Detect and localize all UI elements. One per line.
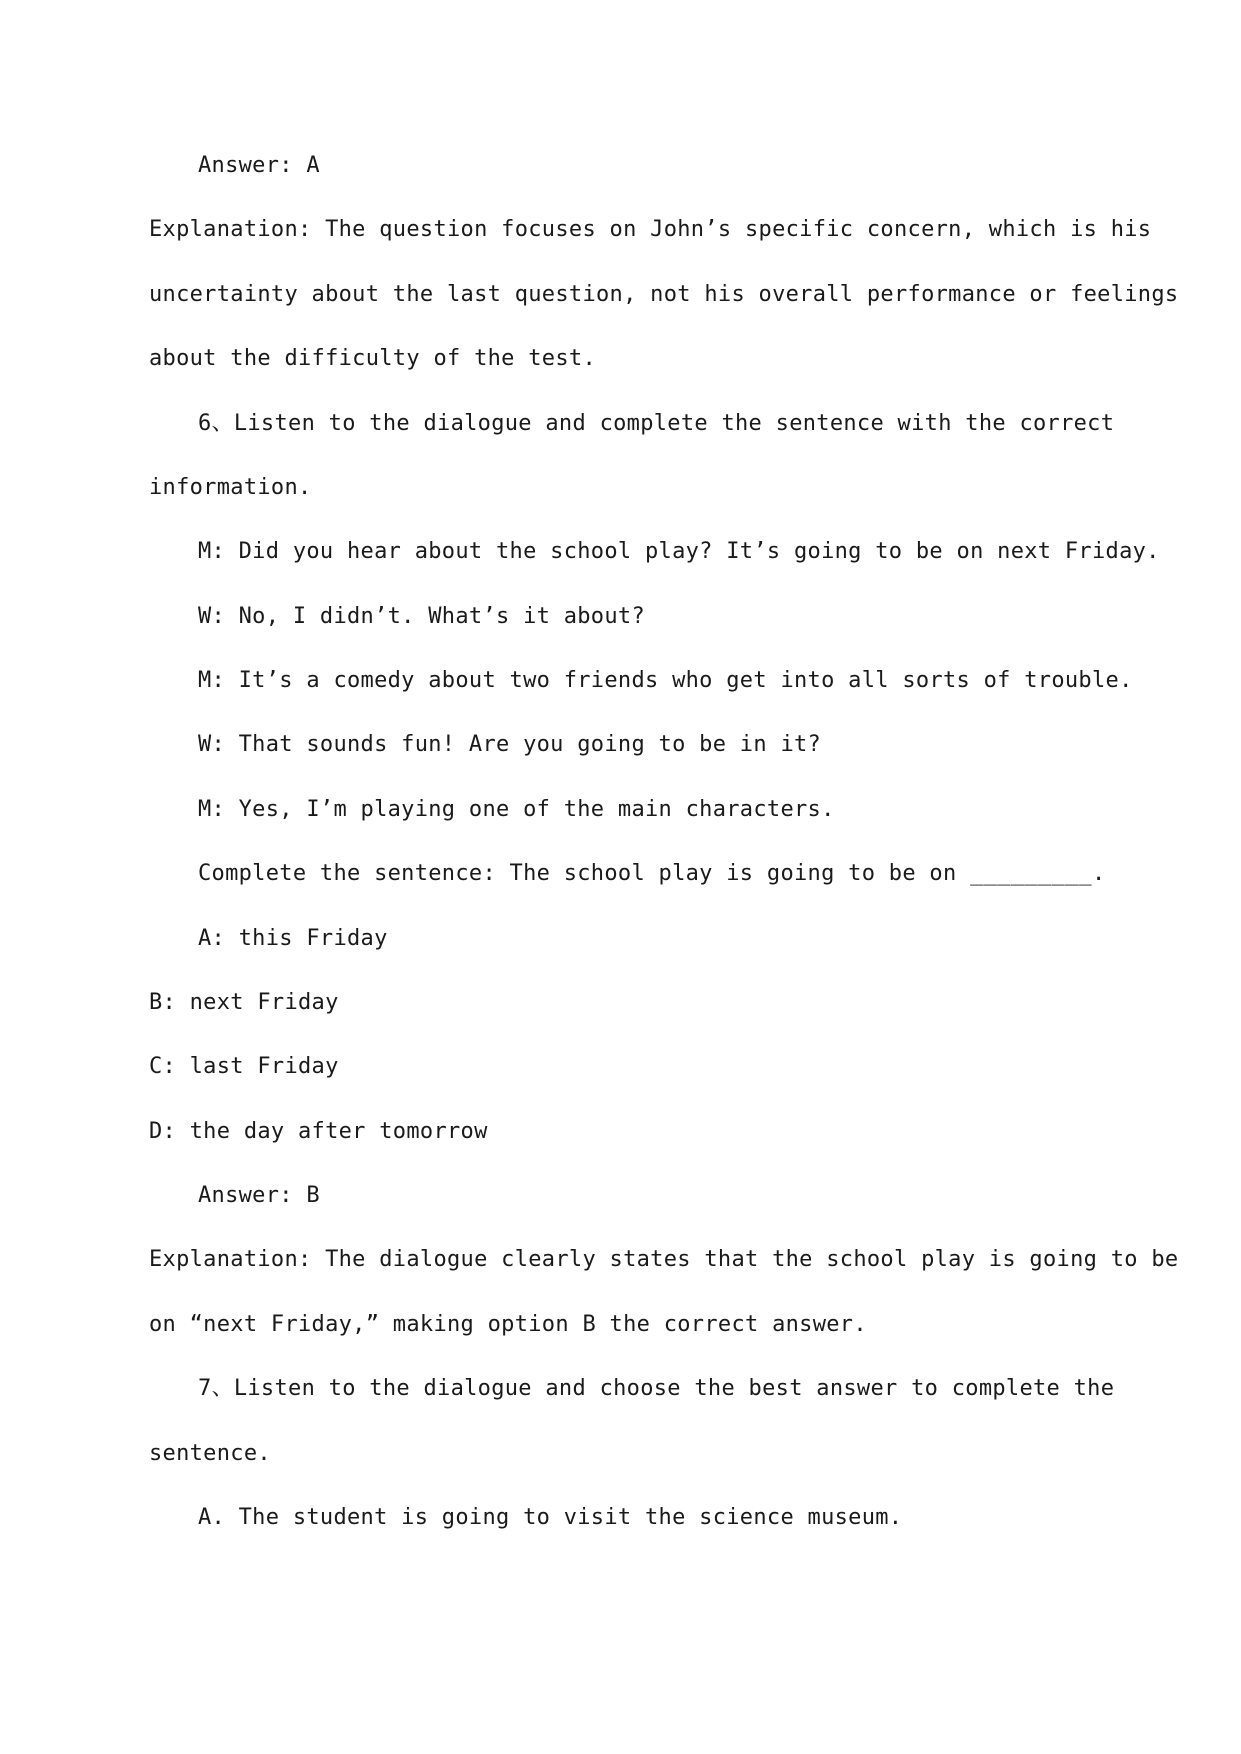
explanation-line: about the difficulty of the test. <box>149 346 596 371</box>
question-6-prompt: 6、Listen to the dialogue and complete the sentence with the correct <box>198 411 1115 436</box>
explanation-line: Explanation: The question focuses on John’s specific concern, which is his <box>149 217 1152 242</box>
question-7-prompt: sentence. <box>149 1441 271 1466</box>
explanation-line: uncertainty about the last question, not his overall performance or feelings <box>149 282 1179 307</box>
option-a: A: this Friday <box>198 926 388 951</box>
option-d: D: the day after tomorrow <box>149 1119 488 1144</box>
dialogue-line: M: Yes, I’m playing one of the main characters. <box>198 797 835 822</box>
question-7-prompt: 7、Listen to the dialogue and choose the best answer to complete the <box>198 1376 1115 1401</box>
complete-sentence-prompt: Complete the sentence: The school play is going to be on _________. <box>198 861 1106 886</box>
option-b: B: next Friday <box>149 990 339 1015</box>
dialogue-line: M: It’s a comedy about two friends who get into all sorts of trouble. <box>198 668 1133 693</box>
option-c: C: last Friday <box>149 1054 339 1079</box>
explanation-line: Explanation: The dialogue clearly states that the school play is going to be <box>149 1247 1179 1272</box>
option-a-q7: A. The student is going to visit the science museum. <box>198 1505 903 1530</box>
question-6-prompt: information. <box>149 475 312 500</box>
answer-line-q5: Answer: A <box>198 153 320 178</box>
answer-line-q6: Answer: B <box>198 1183 320 1208</box>
dialogue-line: W: That sounds fun! Are you going to be in it? <box>198 732 822 757</box>
explanation-line: on “next Friday,” making option B the correct answer. <box>149 1312 867 1337</box>
dialogue-line: M: Did you hear about the school play? It’s going to be on next Friday. <box>198 539 1160 564</box>
dialogue-line: W: No, I didn’t. What’s it about? <box>198 604 645 629</box>
